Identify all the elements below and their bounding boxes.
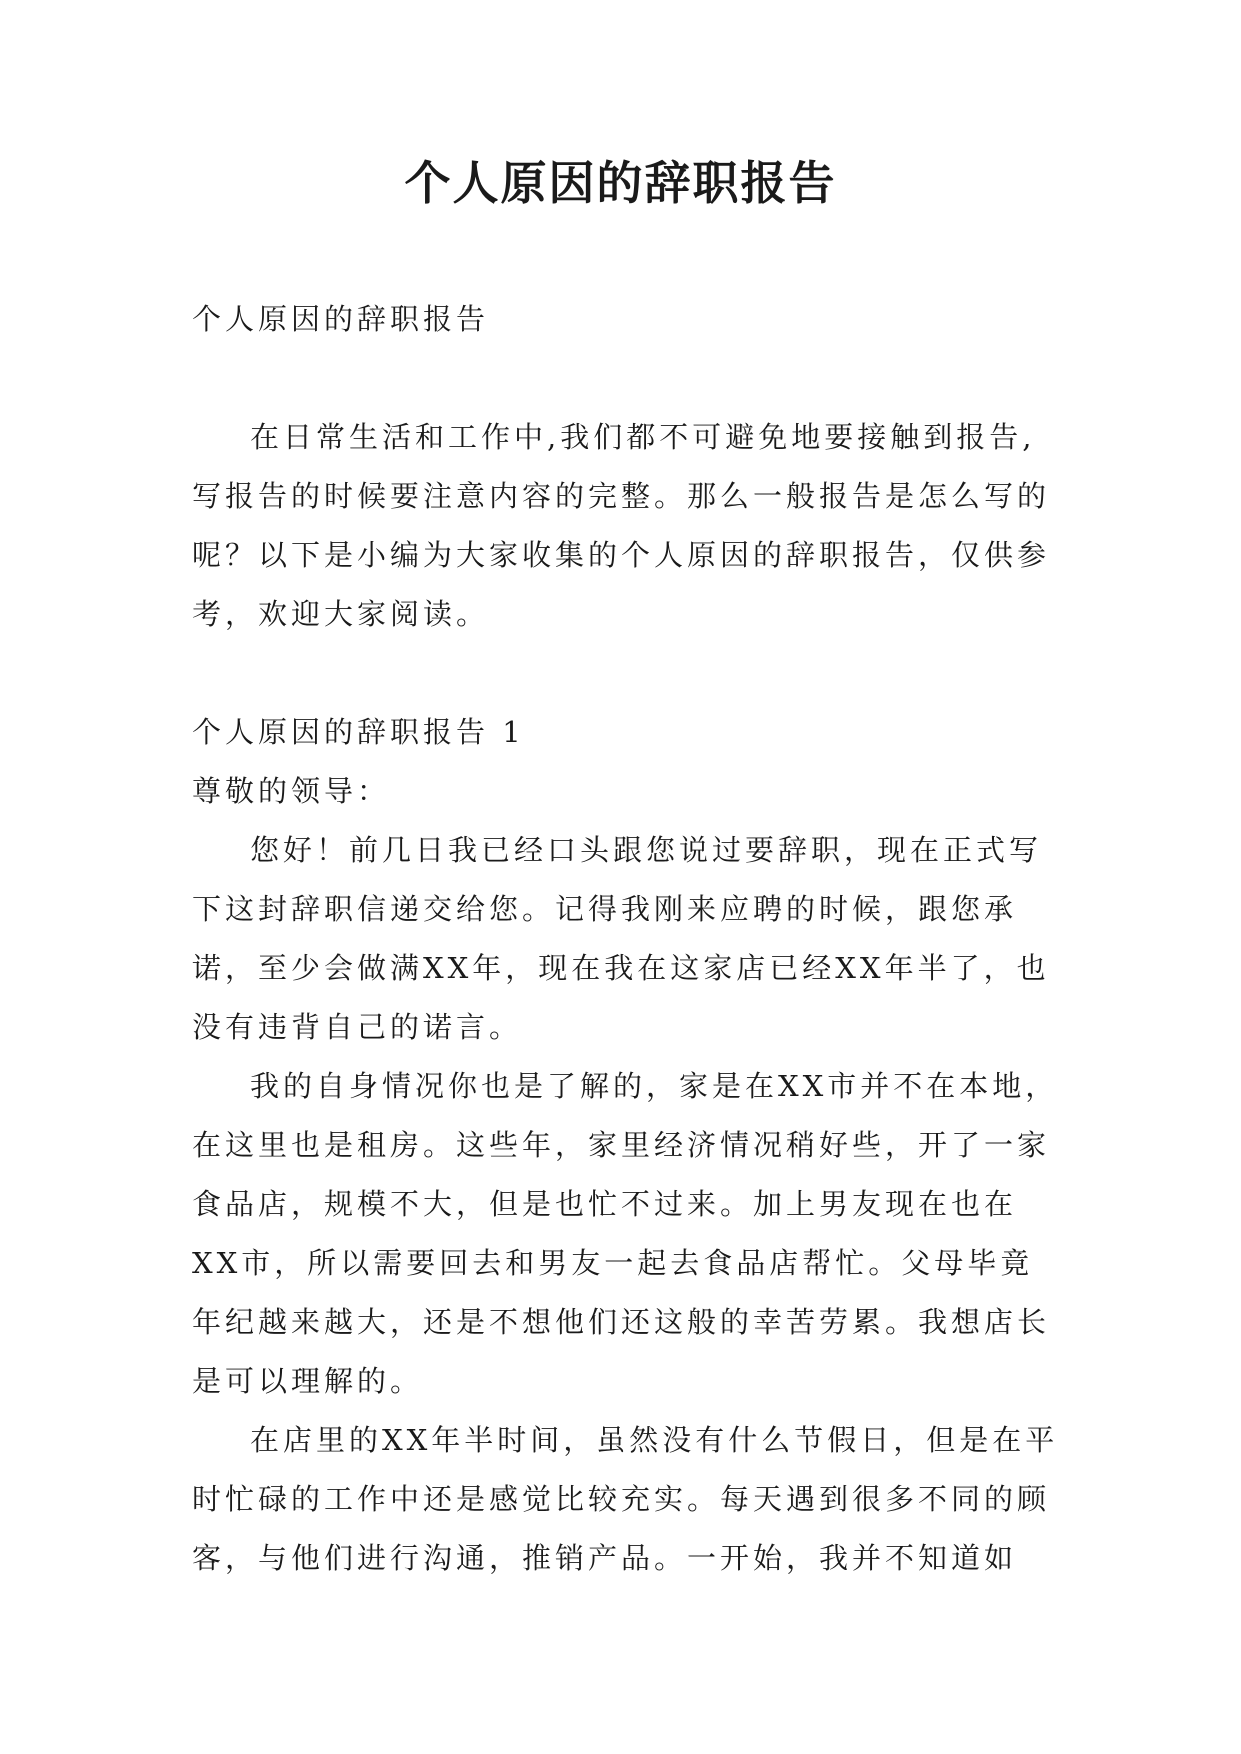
paragraph-gap: [192, 644, 1060, 703]
document-subtitle: 个人原因的辞职报告: [192, 302, 490, 336]
document-title: 个人原因的辞职报告: [404, 156, 837, 210]
salutation: 尊敬的领导：: [192, 774, 391, 808]
body-paragraph: 我的自身情况你也是了解的，家是在XX市并不在本地，在这里也是租房。这些年，家里经济情况稍好些，开了一家食品店，规模不大，但是也忙不过来。加上男友现在也在XX市，所以需要回去和男友一起去食品店帮忙。父母毕竟年纪越来越大，还是不想他们还这般的幸苦劳累。我想店长是可以理解的。: [192, 1069, 1059, 1398]
document-body: [192, 290, 1060, 1588]
paragraph-gap: [192, 349, 1060, 408]
section-heading: 个人原因的辞职报告 1: [192, 715, 525, 749]
intro-paragraph: 在日常生活和工作中,我们都不可避免地要接触到报告,写报告的时候要注意内容的完整。那么一般报告是怎么写的呢？以下是小编为大家收集的个人原因的辞职报告，仅供参考，欢迎大家阅读。: [192, 420, 1051, 631]
body-paragraph: 在店里的XX年半时间，虽然没有什么节假日，但是在平时忙碌的工作中还是感觉比较充实。每天遇到很多不同的顾客，与他们进行沟通，推销产品。一开始，我并不知道如: [192, 1423, 1059, 1575]
body-paragraph: 您好！前几日我已经口头跟您说过要辞职，现在正式写下这封辞职信递交给您。记得我刚来应聘的时候，跟您承诺，至少会做满XX年，现在我在这家店已经XX年半了，也没有违背自己的诺言。: [192, 833, 1050, 1044]
